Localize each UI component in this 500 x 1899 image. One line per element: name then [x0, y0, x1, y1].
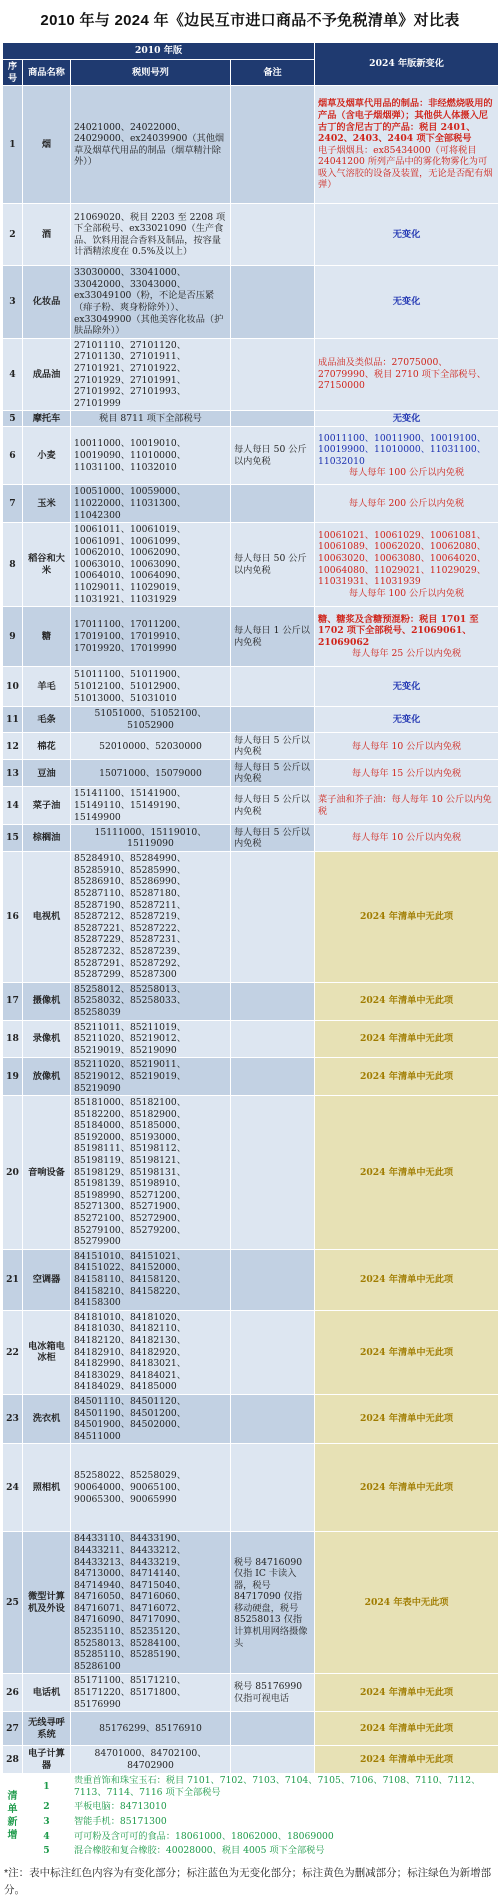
row-note: [231, 1712, 315, 1746]
row-note: 税号 85176990 仅指可视电话: [231, 1674, 315, 1712]
row-tariff: 85258012、85258013、85258032、85258033、85258039: [71, 982, 231, 1020]
row-change-limit: 每人每年 100 公斤以内免税: [348, 467, 465, 479]
row-name: 化妆品: [23, 266, 71, 339]
row-name: 音响设备: [23, 1096, 71, 1250]
row-tariff: 52010000、52030000: [71, 733, 231, 760]
row-no: 26: [3, 1674, 23, 1712]
row-tariff: 85258022、85258029、90064000、90065100、90065300、90065990: [71, 1444, 231, 1532]
row-tariff: 15141100、15141900、15149110、15149190、15149900: [71, 787, 231, 825]
row-change: 无变化: [315, 204, 499, 266]
row-change-codes: 糖、糖浆及含糖预混粉：税目 1701 至 1702 项下全部税号、21069061、21069062: [318, 613, 479, 648]
row-no: 4: [3, 338, 23, 411]
row-name: 棕榈油: [23, 825, 71, 852]
new-item-text: 可可粉及含可可的食品：18061000、18062000、18069000: [71, 1829, 499, 1844]
row-tariff: 84151010、84151021、84151022、84152000、84158110、84158120、84158210、84158220、84158300: [71, 1249, 231, 1310]
row-note: 每人每日 50 公斤以内免税: [231, 427, 315, 485]
header-2024-change: 2024 年版新变化: [315, 43, 499, 86]
table-row: [3, 667, 499, 707]
row-no: 18: [3, 1020, 23, 1058]
comparison-table: [2, 42, 499, 1859]
new-item-row: [3, 1800, 499, 1815]
row-no: 23: [3, 1394, 23, 1443]
row-note: [231, 338, 315, 411]
row-tariff: 21069020、税目 2203 至 2208 项下全部税号、ex33021090（生产食品、饮料用混合香料及制品，按容量计酒精浓度在 0.5%及以上）: [71, 204, 231, 266]
header-name: 商品名称: [23, 60, 71, 86]
row-tariff: 85181000、85182100、85182200、85182900、85184000、85185000、85192000、85193000、85198111、85198112、85198119、85198121、85198129、85198131、85198139、85198910、85198990、85271200、85271300、85271900、85272100、85272900、85279100、85279200、85279900: [71, 1096, 231, 1250]
new-item-no: 5: [23, 1844, 71, 1859]
new-item-row: [3, 1815, 499, 1830]
row-tariff: 51051000、51052100、51052900: [71, 707, 231, 733]
row-change-limit: 每人每年 100 公斤以内免税: [348, 587, 465, 599]
row-note: 每人每日 5 公斤以内免税: [231, 760, 315, 787]
row-change-codes: 10061021、10061029、10061081、10061089、10062020、10062080、10063020、10063080、10064020、10064080、11029021、11029029、11031931、11031939: [318, 529, 486, 588]
table-row: [3, 1394, 499, 1443]
row-change: 成品油及类似品：27075000、27079990、税目 2710 项下全部税号、27150000: [315, 338, 499, 411]
table-row: [3, 707, 499, 733]
row-change: [315, 86, 499, 204]
row-no: 16: [3, 852, 23, 983]
row-tariff: 84501110、84501120、84501190、84501200、84501900、84502000、84511000: [71, 1394, 231, 1443]
row-change: 无变化: [315, 667, 499, 707]
table-row: [3, 852, 499, 983]
row-note: [231, 204, 315, 266]
table-row: [3, 411, 499, 427]
table-row: [3, 982, 499, 1020]
row-note: [231, 1746, 315, 1774]
table-row: [3, 523, 499, 607]
header-note: 备注: [231, 60, 315, 86]
row-tariff: 税目 8711 项下全部税号: [71, 411, 231, 427]
row-name: 稻谷和大米: [23, 523, 71, 607]
row-no: 6: [3, 427, 23, 485]
row-no: 11: [3, 707, 23, 733]
row-no: 17: [3, 982, 23, 1020]
row-tariff: 10061011、10061019、10061091、10061099、10062010、10062090、10063010、10063090、10064010、10064090、11029011、11029019、11031921、11031929: [71, 523, 231, 607]
row-no: 25: [3, 1532, 23, 1674]
row-change: 无变化: [315, 411, 499, 427]
new-item-text: 混合橡胶和复合橡胶：40028000、税目 4005 项下全部税号: [71, 1844, 499, 1859]
row-name: 毛条: [23, 707, 71, 733]
row-note: [231, 707, 315, 733]
row-change: 2024 年清单中无此项: [315, 1249, 499, 1310]
row-name: 电子计算器: [23, 1746, 71, 1774]
row-no: 28: [3, 1746, 23, 1774]
row-note: [231, 982, 315, 1020]
row-no: 15: [3, 825, 23, 852]
table-row: [3, 1444, 499, 1532]
row-name: 无线寻呼系统: [23, 1712, 71, 1746]
header-no: 序号: [3, 60, 23, 86]
row-note: [231, 852, 315, 983]
row-name: 酒: [23, 204, 71, 266]
row-tariff: 15071000、15079000: [71, 760, 231, 787]
row-change-part-a: 烟草及烟草代用品的制品：非经燃烧吸用的产品（含电子烟烟弹）；其他供人体摄入尼古丁的含尼古丁的产品：税目 2401、2402、2403、2404 项下全部税号: [318, 98, 493, 145]
row-no: 3: [3, 266, 23, 339]
row-name: 录像机: [23, 1020, 71, 1058]
row-tariff: 85171100、85171210、85171220、85171800、85176990: [71, 1674, 231, 1712]
row-tariff: 10011000、10019010、10019090、11010000、11031100、11032010: [71, 427, 231, 485]
new-item-no: 3: [23, 1815, 71, 1830]
row-change: 无变化: [315, 707, 499, 733]
row-no: 5: [3, 411, 23, 427]
row-note: [231, 485, 315, 523]
row-name: 棉花: [23, 733, 71, 760]
row-note: 每人每日 5 公斤以内免税: [231, 825, 315, 852]
row-no: 19: [3, 1058, 23, 1096]
row-name: 糖: [23, 607, 71, 667]
row-tariff: 85211020、85219011、85219012、85219019、85219090: [71, 1058, 231, 1096]
row-name: 玉米: [23, 485, 71, 523]
table-row: [3, 1020, 499, 1058]
row-note: [231, 1096, 315, 1250]
row-note: [231, 411, 315, 427]
row-name: 成品油: [23, 338, 71, 411]
table-row: [3, 1310, 499, 1394]
row-no: 9: [3, 607, 23, 667]
table-row: [3, 733, 499, 760]
table-row: [3, 266, 499, 339]
row-tariff: 17011100、17011200、17019100、17019910、17019920、17019990: [71, 607, 231, 667]
footnote: *注：表中标注红色内容为有变化部分；标注蓝色为无变化部分；标注黄色为删减部分；标注绿色为新增部分。: [4, 1866, 492, 1896]
row-change: 菜子油和芥子油：每人每年 10 公斤以内免税: [315, 787, 499, 825]
header-2010-group: 2010 年版: [3, 43, 315, 60]
table-row: [3, 1096, 499, 1250]
row-name: 摄像机: [23, 982, 71, 1020]
row-name: 电视机: [23, 852, 71, 983]
row-tariff: 33030000、33041000、33042000、33043000、ex33049100（粉，不论是否压紧（痱子粉、爽身粉除外））、ex33049900（其他美容化妆品（护肤品除外））: [71, 266, 231, 339]
new-item-row: [3, 1829, 499, 1844]
row-note: 每人每日 5 公斤以内免税: [231, 733, 315, 760]
row-change: 2024 年清单中无此项: [315, 1058, 499, 1096]
new-item-no: 4: [23, 1829, 71, 1844]
table-row: [3, 338, 499, 411]
row-tariff: 84433110、84433190、84433211、84433212、84433213、84433219、84713000、84714140、84714940、84715040、84716050、84716060、84716071、84716072、84716090、84717090、85235110、85235120、85258013、85284100、85285110、85285190、85286100: [71, 1532, 231, 1674]
table-row: [3, 1058, 499, 1096]
row-note: [231, 1020, 315, 1058]
row-change: 每人每年 10 公斤以内免税: [315, 825, 499, 852]
row-no: 12: [3, 733, 23, 760]
new-items-label: 清单新增: [3, 1774, 23, 1859]
table-row: [3, 1249, 499, 1310]
row-no: 10: [3, 667, 23, 707]
row-note: 每人每日 5 公斤以内免税: [231, 787, 315, 825]
row-no: 24: [3, 1444, 23, 1532]
row-note: [231, 86, 315, 204]
row-no: 8: [3, 523, 23, 607]
row-change: 2024 年清单中无此项: [315, 1310, 499, 1394]
row-change: 每人每年 200 公斤以内免税: [315, 485, 499, 523]
table-row: [3, 204, 499, 266]
new-item-no: 2: [23, 1800, 71, 1815]
row-name: 放像机: [23, 1058, 71, 1096]
new-item-row: [3, 1774, 499, 1800]
row-change-limit: 每人每年 25 公斤以内免税: [351, 648, 462, 660]
row-change-part-b: 电子烟烟具：ex85434000（可将税目 24041200 所列产品中的雾化物雾化为可吸入气溶胶的设备及装置，无论是否配有烟弹）: [318, 144, 493, 191]
row-no: 2: [3, 204, 23, 266]
row-tariff: 84181010、84181020、84181030、84182110、84182120、84182130、84182910、84182920、84182990、84183021、84183029、84184021、84184029、84185000: [71, 1310, 231, 1394]
row-name: 洗衣机: [23, 1394, 71, 1443]
row-note: 每人每日 50 公斤以内免税: [231, 523, 315, 607]
row-change: 2024 年清单中无此项: [315, 982, 499, 1020]
row-note: [231, 1249, 315, 1310]
new-item-text: 智能手机：85171300: [71, 1815, 499, 1830]
row-note: [231, 1444, 315, 1532]
table-row: [3, 1532, 499, 1674]
row-tariff: 10051000、10059000、11022000、11031300、11042300: [71, 485, 231, 523]
header-tariff: 税则号列: [71, 60, 231, 86]
row-change: [315, 427, 499, 485]
row-change: 2024 年清单中无此项: [315, 1746, 499, 1774]
table-row: [3, 787, 499, 825]
row-change: [315, 607, 499, 667]
row-no: 7: [3, 485, 23, 523]
row-name: 照相机: [23, 1444, 71, 1532]
row-change: 2024 年清单中无此项: [315, 1444, 499, 1532]
row-note: [231, 1310, 315, 1394]
new-item-no: 1: [23, 1774, 71, 1800]
row-note: [231, 266, 315, 339]
row-note: [231, 667, 315, 707]
row-tariff: 51011100、51011900、51012100、51012900、51013000、51031010: [71, 667, 231, 707]
row-no: 27: [3, 1712, 23, 1746]
new-item-text: 平板电脑：84713010: [71, 1800, 499, 1815]
row-no: 13: [3, 760, 23, 787]
row-change: 2024 年清单中无此项: [315, 1674, 499, 1712]
row-change: 2024 年表中无此项: [315, 1532, 499, 1674]
new-item-row: [3, 1844, 499, 1859]
row-change: 无变化: [315, 266, 499, 339]
row-name: 电冰箱电冰柜: [23, 1310, 71, 1394]
row-tariff: 24021000、24022000、24029000、ex24039900（其他烟草及烟草代用品的制品（烟草精汁除外））: [71, 86, 231, 204]
row-tariff: 85176299、85176910: [71, 1712, 231, 1746]
row-no: 22: [3, 1310, 23, 1394]
row-change: 2024 年清单中无此项: [315, 1096, 499, 1250]
row-change: 2024 年清单中无此项: [315, 852, 499, 983]
row-name: 菜子油: [23, 787, 71, 825]
table-row: [3, 485, 499, 523]
row-no: 1: [3, 86, 23, 204]
row-change: 每人每年 15 公斤以内免税: [315, 760, 499, 787]
row-name: 摩托车: [23, 411, 71, 427]
row-tariff: 85284910、85284990、85285910、85285990、85286910、85286990、85287110、85287180、85287190、85287211、85287212、85287219、85287221、85287222、85287229、85287231、85287232、85287239、85287291、85287292、85287299、85287300: [71, 852, 231, 983]
row-change: 2024 年清单中无此项: [315, 1020, 499, 1058]
row-no: 20: [3, 1096, 23, 1250]
row-tariff: 15111000、15119010、15119090: [71, 825, 231, 852]
row-tariff: 27101110、27101120、27101130、27101911、27101921、27101922、27101929、27101991、27101992、27101993、27101999: [71, 338, 231, 411]
table-row: [3, 825, 499, 852]
row-change-codes: 10011100、10011900、10019100、10019900、11010000、11031100、11032010: [318, 432, 486, 467]
row-note: 每人每日 1 公斤以内免税: [231, 607, 315, 667]
row-name: 微型计算机及外设: [23, 1532, 71, 1674]
row-note: 税号 84716090 仅指 IC 卡读入器，税号 84717090 仅指移动硬盘，税号 85258013 仅指计算机用网络摄像头: [231, 1532, 315, 1674]
row-change: 每人每年 10 公斤以内免税: [315, 733, 499, 760]
row-change: [315, 523, 499, 607]
row-no: 14: [3, 787, 23, 825]
row-name: 羊毛: [23, 667, 71, 707]
row-change: 2024 年清单中无此项: [315, 1394, 499, 1443]
row-name: 烟: [23, 86, 71, 204]
row-tariff: 84701000、84702100、84702900: [71, 1746, 231, 1774]
row-name: 电话机: [23, 1674, 71, 1712]
new-item-text: 贵重首饰和珠宝玉石：税目 7101、7102、7103、7104、7105、7106、7108、7110、7112、7113、7114、7116 项下全部税号: [71, 1774, 499, 1800]
row-name: 豆油: [23, 760, 71, 787]
row-note: [231, 1394, 315, 1443]
table-row: [3, 427, 499, 485]
table-row: [3, 86, 499, 204]
table-row: [3, 1674, 499, 1712]
table-row: [3, 1746, 499, 1774]
row-note: [231, 1058, 315, 1096]
table-row: [3, 607, 499, 667]
page-title: 2010 年与 2024 年《边民互市进口商品不予免税清单》对比表: [40, 12, 460, 29]
row-change: 2024 年清单中无此项: [315, 1712, 499, 1746]
table-row: [3, 760, 499, 787]
row-name: 小麦: [23, 427, 71, 485]
row-no: 21: [3, 1249, 23, 1310]
row-tariff: 85211011、85211019、85211020、85219012、85219019、85219090: [71, 1020, 231, 1058]
table-row: [3, 1712, 499, 1746]
row-name: 空调器: [23, 1249, 71, 1310]
